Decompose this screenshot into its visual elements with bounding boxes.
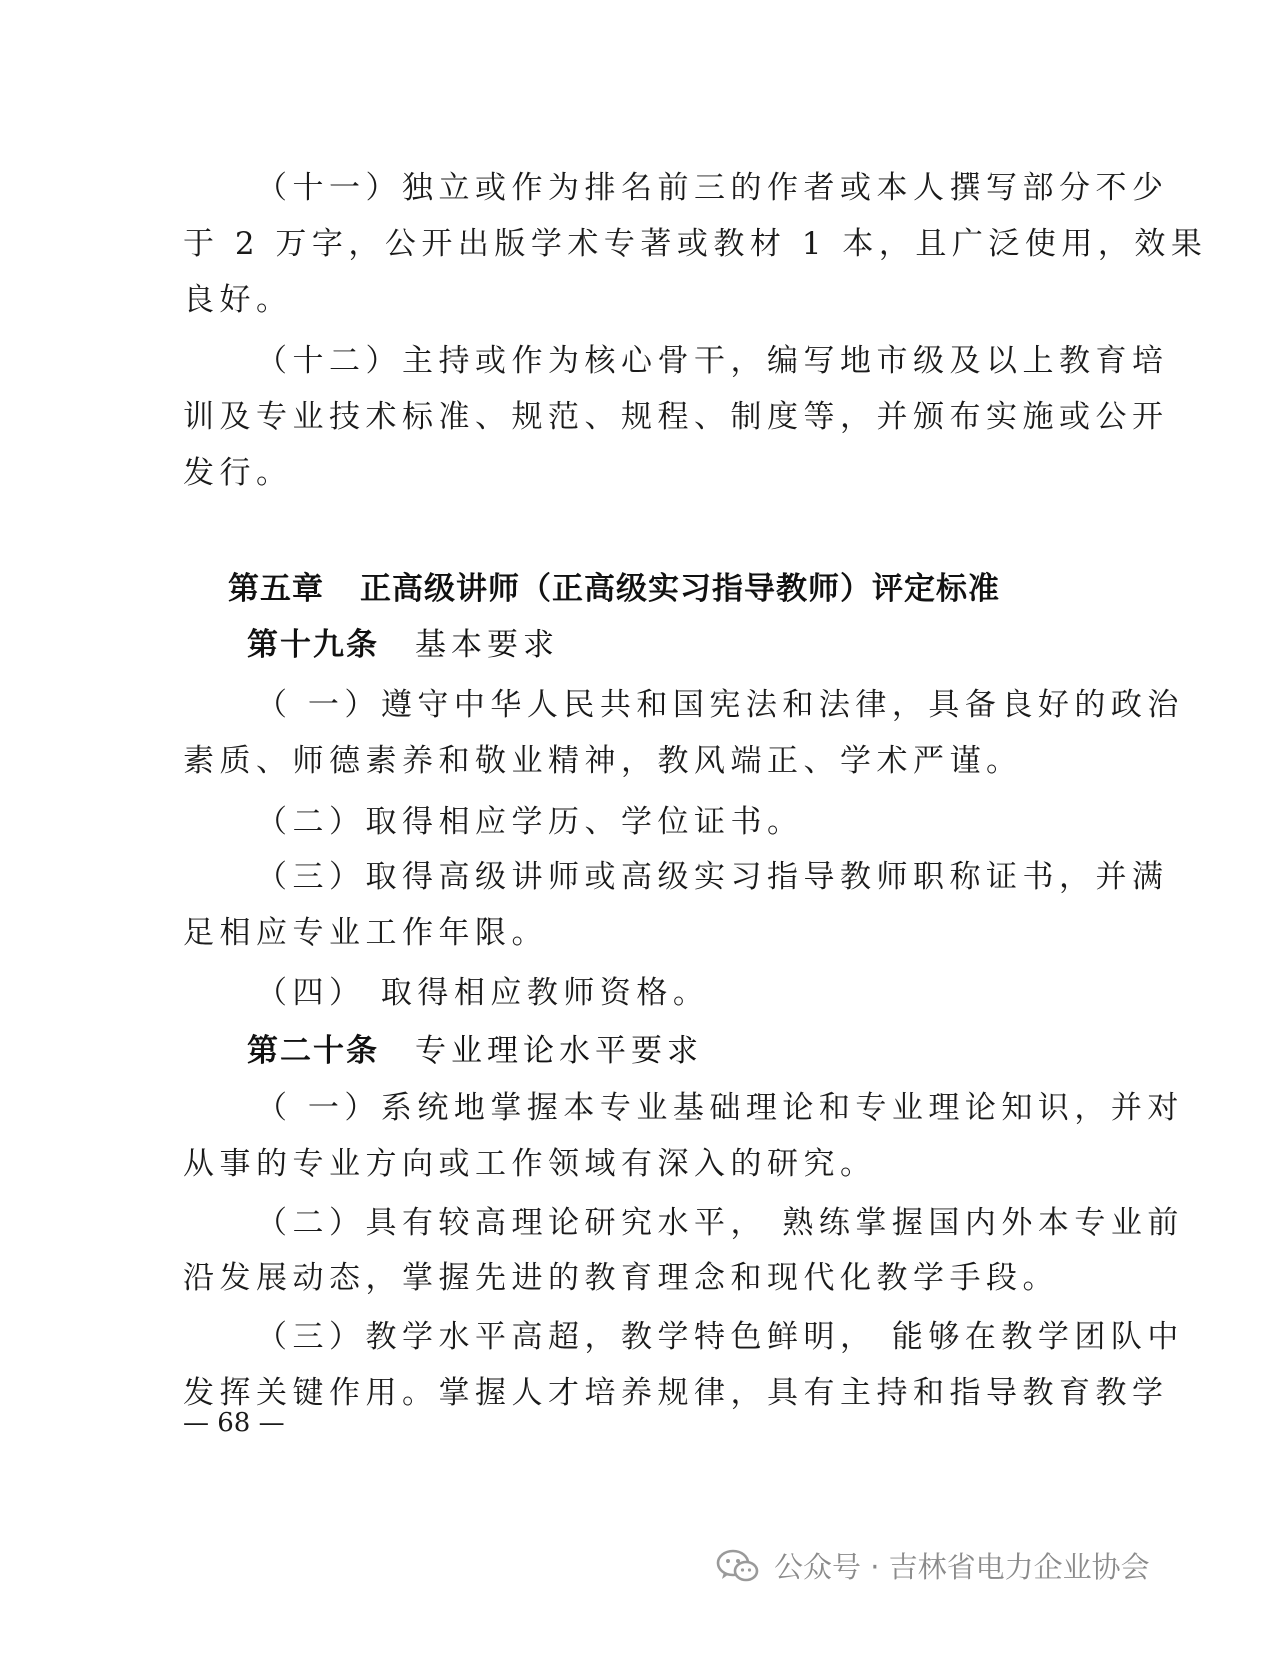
article-title: 基本要求	[415, 627, 559, 663]
chapter-number: 第五章	[228, 571, 324, 607]
paragraph-line: 良好。	[183, 282, 293, 318]
watermark-text: 公众号 · 吉林省电力企业协会	[774, 1550, 1150, 1584]
item-line: 发挥关键作用。掌握人才培养规律，具有主持和指导教育教学	[183, 1375, 1169, 1411]
wechat-icon	[716, 1548, 760, 1584]
paragraph-line: （十一）独立或作为排名前三的作者或本人撰写部分不少	[256, 170, 1169, 206]
item-line: （三）取得高级讲师或高级实习指导教师职称证书，并满	[256, 859, 1169, 895]
item-line: （ 一）遵守中华人民共和国宪法和法律，具备良好的政治	[256, 687, 1184, 723]
item-line: 沿发展动态，掌握先进的教育理念和现代化教学手段。	[183, 1260, 1059, 1296]
paragraph-line: 发行。	[183, 455, 293, 491]
paragraph-line: 于 2 万字，公开出版学术专著或教材 1 本，且广泛使用，效果	[183, 226, 1208, 262]
chapter-heading	[228, 563, 1000, 608]
item-line: （四） 取得相应教师资格。	[256, 975, 710, 1011]
paragraph-line: （十二）主持或作为核心骨干，编写地市级及以上教育培	[256, 343, 1169, 379]
article-title: 专业理论水平要求	[415, 1033, 703, 1069]
item-line: （三）教学水平高超，教学特色鲜明， 能够在教学团队中	[256, 1319, 1184, 1355]
article-heading	[247, 1025, 703, 1070]
article-heading	[247, 619, 559, 664]
article-number: 第二十条	[247, 1033, 379, 1069]
item-line: 足相应专业工作年限。	[183, 915, 548, 951]
item-line: 从事的专业方向或工作领域有深入的研究。	[183, 1146, 877, 1182]
item-line: （ 一）系统地掌握本专业基础理论和专业理论知识，并对	[256, 1090, 1184, 1126]
page-number: — 68 —	[183, 1408, 285, 1438]
paragraph-line: 训及专业技术标准、规范、规程、制度等，并颁布实施或公开	[183, 399, 1169, 435]
chapter-title: 正高级讲师（正高级实习指导教师）评定标准	[360, 571, 1000, 607]
item-line: （二）取得相应学历、学位证书。	[256, 804, 804, 840]
item-line: （二）具有较高理论研究水平， 熟练掌握国内外本专业前	[256, 1205, 1184, 1241]
article-number: 第十九条	[247, 627, 379, 663]
watermark	[716, 1545, 1150, 1586]
item-line: 素质、师德素养和敬业精神，教风端正、学术严谨。	[183, 743, 1023, 779]
